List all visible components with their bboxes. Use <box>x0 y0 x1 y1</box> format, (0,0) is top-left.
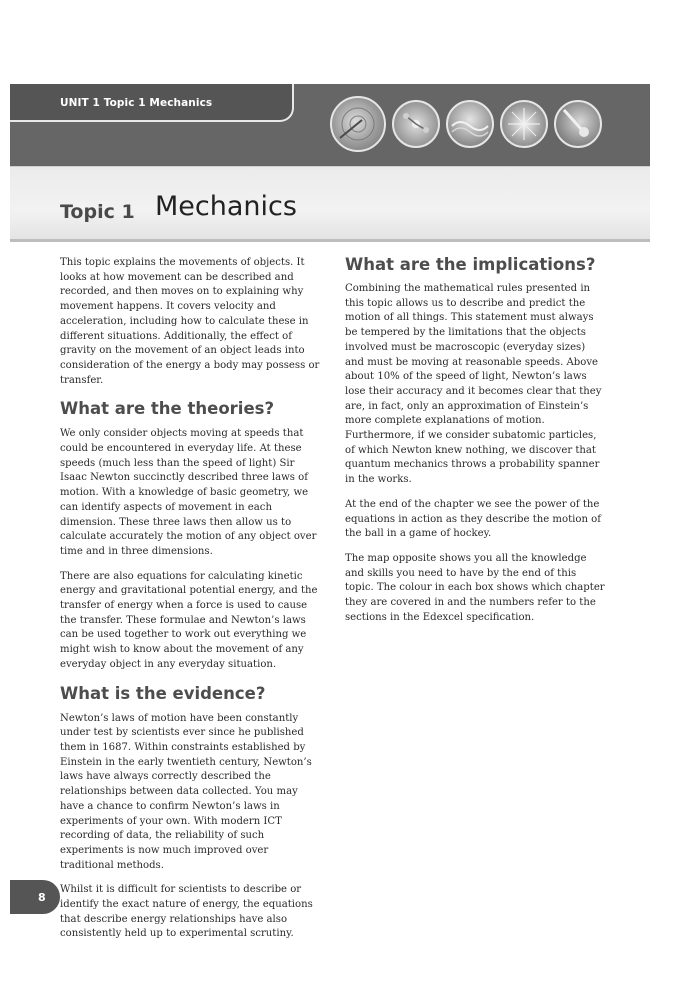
wave-icon <box>446 100 494 148</box>
right-column <box>345 254 607 635</box>
implications-paragraph-3: The map opposite shows you all the knowledge and skills you need to have by the end of this topic. The colour in each box shows which chapter they are covered in and the numbers refer to the sections in the Edexcel specification. <box>345 552 605 623</box>
molecule-icon <box>392 100 440 148</box>
intro-paragraph: This topic explains the movements of objects. It looks at how movement can be described and recorded, and then moves on to explaining why movement happens. It covers velocity and acceleration, including how to calculate these in different situations. Additionally, the effect of gravity on the movement of an object leads into consideration of the energy a body may possess or transfer. <box>60 257 320 386</box>
evidence-paragraph-2: Whilst it is difficult for scientists to describe or identify the exact nature of energy, the equations that describe energy relationships have also consistently held up to experimental scrutiny. <box>60 884 313 940</box>
theories-heading: What are the theories? <box>60 399 275 419</box>
theories-paragraph-2: There are also equations for calculating kinetic energy and gravitational potential energy, and the transfer of energy when a force is used to cause the transfer. These formulae and Newton’s laws can be used together to work out everything we might wish to know about the movement of any everyday object in any everyday situation. <box>60 570 318 670</box>
page-title: Mechanics <box>155 191 297 222</box>
evidence-paragraph-1: Newton’s laws of motion have been constantly under test by scientists ever since he published them in 1687. Within constraints established by Einstein in the early twentieth century, Newton’s laws have always correctly described the relationships between data collected. You may have a chance to confirm Newton’s laws in experiments of your own. With modern ICT recording of data, the reliability of such experiments is now much improved over traditional methods. <box>60 712 312 871</box>
dartboard-icon <box>330 96 386 152</box>
lamp-icon <box>554 100 602 148</box>
implications-heading: What are the implications? <box>345 255 596 274</box>
page-number: 8 <box>38 891 46 904</box>
topic-number: Topic 1 <box>60 201 135 223</box>
theories-paragraph-1: We only consider objects moving at speeds that could be encountered in everyday life. At these speeds (much less than the speed of light) Sir Isaac Newton succinctly described three laws of motion. With a knowledge of basic geometry, we can identify aspects of movement in each dimension. These three laws then allow us to calculate accurately the motion of any object over time and in three dimensions. <box>60 428 317 557</box>
page-number-tab <box>10 880 60 914</box>
left-column <box>60 256 322 952</box>
implications-paragraph-1: Combining the mathematical rules presented in this topic allows us to describe and predict the motion of all things. This statement must always be tempered by the limitations that the objects involved must be macroscopic (everyday sizes) and must be moving at reasonable speeds. Above about 10% of the speed of light, Newton’s laws lose their accuracy and it becomes clear that they are, in fact, only an approximation of Einstein’s more complete explanations of motion. Furthermore, if we consider subatomic particles, of which Newton knew nothing, we discover that quantum mechanics throws a probability spanner in the works. <box>345 283 602 486</box>
unit-label: UNIT 1 Topic 1 Mechanics <box>60 97 213 109</box>
evidence-heading: What is the evidence? <box>60 683 266 703</box>
spark-icon <box>500 100 548 148</box>
implications-paragraph-2: At the end of the chapter we see the power of the equations in action as they describe the motion of the ball in a game of hockey. <box>345 498 601 540</box>
